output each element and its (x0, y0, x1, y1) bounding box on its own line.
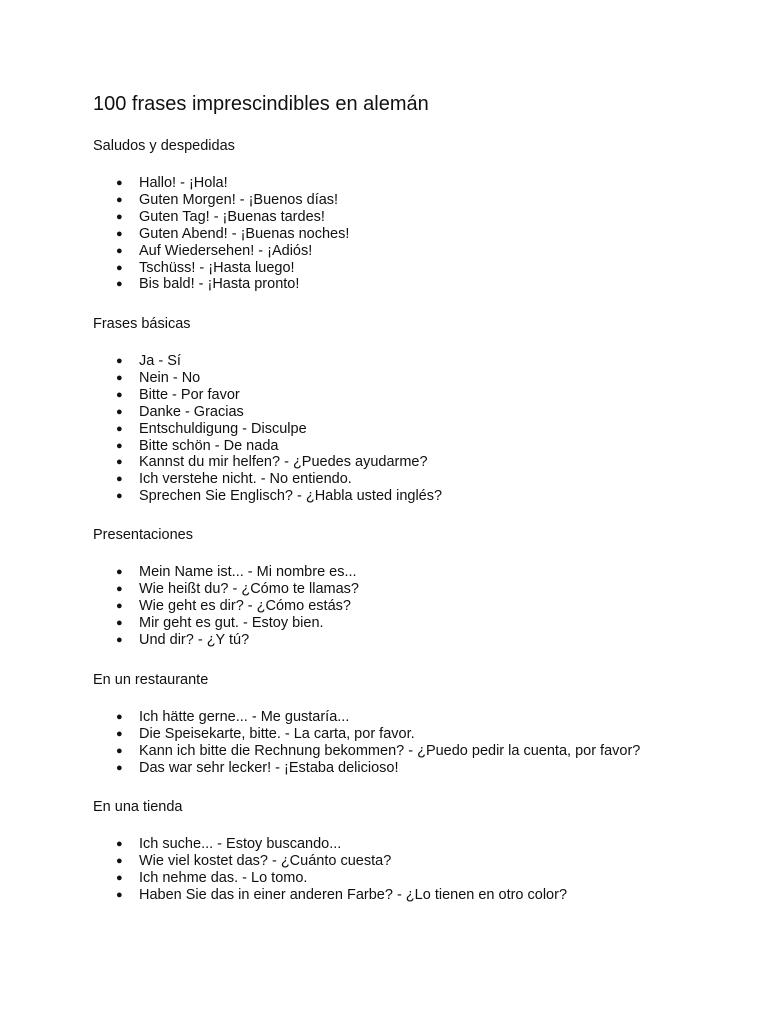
phrase-text: Ja - Sí (139, 353, 181, 369)
bullet-icon: ● (116, 633, 123, 646)
phrase-text: Und dir? - ¿Y tú? (139, 631, 250, 648)
list-item (93, 404, 442, 421)
list-item (93, 260, 349, 277)
phrase-list (93, 709, 640, 777)
list-item (93, 353, 442, 370)
bullet-icon: ● (116, 210, 123, 223)
phrase-text: Ich verstehe nicht. - No entiendo. (139, 471, 352, 488)
phrase-text: Ich hätte gerne... - Me gustaría... (139, 709, 350, 725)
list-item (93, 209, 349, 226)
list-item (93, 192, 349, 209)
phrase-text: Mir geht es gut. - Estoy bien. (139, 614, 324, 631)
bullet-icon: ● (116, 388, 123, 401)
list-item (93, 615, 359, 632)
list-item (93, 853, 567, 870)
section-heading: En un restaurante (93, 672, 209, 688)
phrase-text: Nein - No (139, 369, 201, 386)
list-item (93, 581, 359, 598)
list-item (93, 836, 567, 853)
list-item (93, 760, 640, 777)
section-heading: Presentaciones (93, 527, 193, 543)
phrase-text: Guten Tag! - ¡Buenas tardes! (139, 208, 325, 225)
phrase-text: Mein Name ist... - Mi nombre es... (139, 564, 357, 580)
bullet-icon: ● (116, 761, 123, 774)
bullet-icon: ● (116, 405, 123, 418)
phrase-text: Auf Wiedersehen! - ¡Adiós! (139, 242, 313, 259)
bullet-icon: ● (116, 838, 123, 850)
list-item (93, 632, 359, 649)
list-item (93, 370, 442, 387)
list-item (93, 743, 640, 760)
phrase-text: Hallo! - ¡Hola! (139, 175, 228, 191)
phrase-text: Wie viel kostet das? - ¿Cuánto cuesta? (139, 852, 392, 869)
bullet-icon: ● (116, 278, 123, 291)
list-item (93, 887, 567, 904)
list-item (93, 276, 349, 293)
bullet-icon: ● (116, 261, 123, 274)
phrase-text: Ich nehme das. - Lo tomo. (139, 869, 308, 886)
section-heading: En una tienda (93, 799, 183, 815)
phrase-text: Danke - Gracias (139, 403, 244, 420)
section-saludos (93, 137, 733, 293)
phrase-list (93, 175, 349, 293)
bullet-icon: ● (116, 871, 123, 884)
phrase-text: Wie heißt du? - ¿Cómo te llamas? (139, 580, 359, 597)
bullet-icon: ● (116, 473, 123, 486)
list-item (93, 226, 349, 243)
list-item (93, 709, 640, 726)
bullet-icon: ● (116, 422, 123, 435)
phrase-list (93, 353, 442, 505)
list-item (93, 438, 442, 455)
section-frases-basicas (93, 315, 733, 505)
bullet-icon: ● (116, 244, 123, 257)
bullet-icon: ● (116, 355, 123, 367)
phrase-text: Guten Morgen! - ¡Buenos días! (139, 191, 339, 208)
bullet-icon: ● (116, 599, 123, 612)
bullet-icon: ● (116, 490, 123, 503)
list-item (93, 454, 442, 471)
phrase-text: Ich suche... - Estoy buscando... (139, 836, 342, 852)
bullet-icon: ● (116, 177, 123, 189)
section-presentaciones (93, 526, 733, 648)
phrase-text: Kann ich bitte die Rechnung bekommen? - ¿Puedo pedir la cuenta, por favor? (139, 742, 641, 759)
phrase-text: Bitte schön - De nada (139, 437, 279, 454)
list-item (93, 598, 359, 615)
bullet-icon: ● (116, 566, 123, 578)
list-item (93, 726, 640, 743)
phrase-text: Entschuldigung - Disculpe (139, 420, 307, 437)
phrase-text: Wie geht es dir? - ¿Cómo estás? (139, 597, 351, 614)
list-item (93, 488, 442, 505)
list-item (93, 243, 349, 260)
phrase-text: Kannst du mir helfen? - ¿Puedes ayudarme? (139, 454, 428, 471)
bullet-icon: ● (116, 439, 123, 452)
list-item (93, 870, 567, 887)
phrase-text: Haben Sie das in einer anderen Farbe? - ¿Lo tienen en otro color? (139, 886, 568, 903)
bullet-icon: ● (116, 193, 123, 206)
bullet-icon: ● (116, 727, 123, 740)
list-item (93, 564, 359, 581)
list-item (93, 421, 442, 438)
list-item (93, 387, 442, 404)
bullet-icon: ● (116, 854, 123, 867)
phrase-text: Das war sehr lecker! - ¡Estaba delicioso! (139, 759, 399, 776)
phrase-text: Sprechen Sie Englisch? - ¿Habla usted inglés? (139, 488, 443, 505)
document-title: 100 frases imprescindibles en alemán (93, 93, 429, 115)
phrase-text: Guten Abend! - ¡Buenas noches! (139, 225, 350, 242)
bullet-icon: ● (116, 582, 123, 595)
phrase-text: Tschüss! - ¡Hasta luego! (139, 259, 295, 276)
section-tienda (93, 798, 733, 903)
phrase-text: Bis bald! - ¡Hasta pronto! (139, 276, 300, 293)
bullet-icon: ● (116, 227, 123, 240)
list-item (93, 471, 442, 488)
bullet-icon: ● (116, 456, 123, 469)
section-heading: Saludos y despedidas (93, 138, 235, 154)
phrase-text: Bitte - Por favor (139, 386, 240, 403)
bullet-icon: ● (116, 371, 123, 384)
section-restaurante (93, 671, 733, 776)
bullet-icon: ● (116, 744, 123, 757)
phrase-text: Die Speisekarte, bitte. - La carta, por favor. (139, 725, 415, 742)
phrase-list (93, 836, 567, 904)
section-heading: Frases básicas (93, 316, 191, 332)
list-item (93, 175, 349, 192)
phrase-list (93, 564, 359, 649)
bullet-icon: ● (116, 888, 123, 901)
bullet-icon: ● (116, 616, 123, 629)
bullet-icon: ● (116, 711, 123, 723)
